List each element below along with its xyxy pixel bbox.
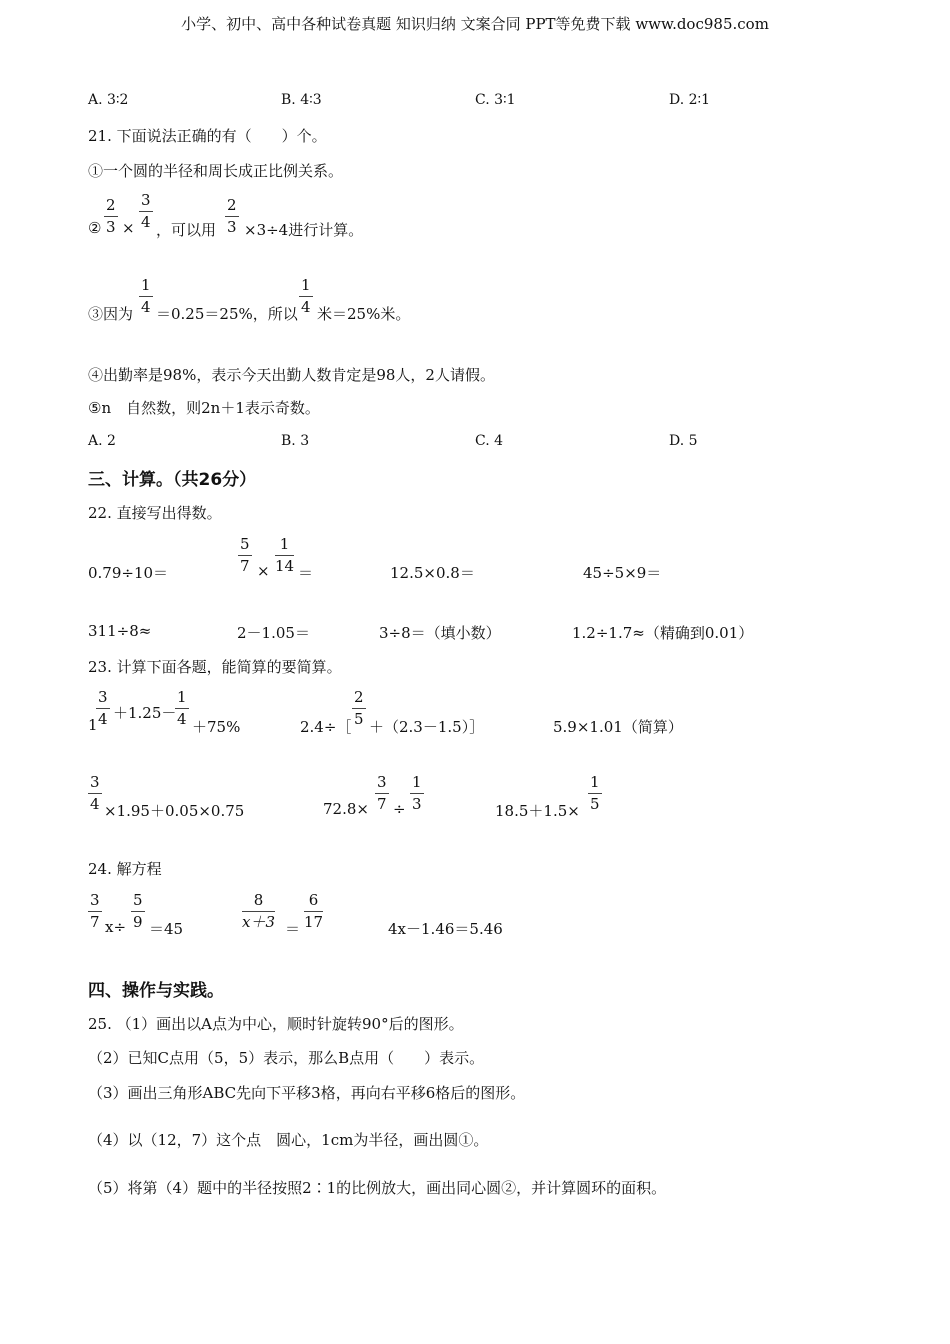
q23-e4-tail: ×1.95＋0.05×0.75: [104, 802, 245, 820]
q24-eq1-tail: ＝45: [149, 920, 184, 938]
q21-option-d: D. 5: [669, 433, 698, 449]
q23-e1-fraction-2: 1 4: [177, 688, 187, 728]
q24-eq1-x: x÷: [105, 918, 127, 936]
q23-stem: 23. 计算下面各题，能简算的要简算。: [88, 658, 342, 676]
q21-stem: 21. 下面说法正确的有（ ）个。: [88, 127, 327, 145]
q23-e2-tail: ＋（2.3－1.5）］: [369, 718, 485, 736]
q20-option-c: C. 3∶1: [475, 92, 516, 108]
q24-eq2-eq: ＝: [285, 920, 301, 938]
q21-option-c: C. 4: [475, 433, 504, 449]
q23-e5-div: ÷: [393, 800, 406, 818]
q22-r2c2: 2－1.05＝: [237, 624, 310, 642]
q21-s2-fraction-2: 3 4: [141, 191, 151, 231]
q23-e1-whole: 1: [88, 716, 98, 734]
q22-stem: 22. 直接写出得数。: [88, 504, 222, 522]
q23-e1-tail: ＋75%: [192, 718, 241, 736]
q23-e6-head: 18.5＋1.5×: [495, 802, 580, 820]
section-3-title: 三、计算。（共26分）: [88, 470, 257, 490]
q23-e4-fraction: 3 4: [90, 773, 100, 813]
q25-line-3: （3）画出三角形ABC先向下平移3格，再向右平移6格后的图形。: [88, 1084, 526, 1102]
q22-r1c2-eq: ＝: [298, 564, 314, 582]
q21-statement-1: ①一个圆的半径和周长成正比例关系。: [88, 162, 344, 180]
q24-eq2-fraction-1: 8 x＋3: [242, 891, 276, 931]
q21-s3-fraction-1: 1 4: [141, 276, 151, 316]
q23-e2-head: 2.4÷［: [300, 718, 352, 736]
q22-r2c3: 3÷8＝（填小数）: [379, 624, 501, 642]
q23-e6-fraction: 1 5: [590, 773, 600, 813]
q22-r1c1: 0.79÷10＝: [88, 564, 169, 582]
q21-s2-tail: ×3÷4进行计算。: [244, 221, 364, 239]
q21-statement-4: ④出勤率是98%，表示今天出勤人数肯定是98人，2人请假。: [88, 366, 495, 384]
q23-e5-fraction-1: 3 7: [377, 773, 387, 813]
q20-option-b: B. 4∶3: [281, 92, 322, 108]
q21-s3-tail: 米＝25%米。: [317, 305, 411, 323]
q21-s3-fraction-2: 1 4: [301, 276, 311, 316]
q23-e1-fraction-1: 3 4: [98, 688, 108, 728]
q24-eq2-fraction-2: 6 17: [304, 891, 324, 931]
q23-e2-fraction: 2 5: [354, 688, 364, 728]
q22-r1c2-times: ×: [257, 562, 270, 580]
q24-stem: 24. 解方程: [88, 860, 162, 878]
q22-r1c4: 45÷5×9＝: [583, 564, 662, 582]
q23-e5-head: 72.8×: [323, 800, 369, 818]
q25-line-2: （2）已知C点用（5，5）表示，那么B点用（ ）表示。: [88, 1049, 485, 1067]
q25-line-5: （5）将第（4）题中的半径按照2∶1的比例放大，画出同心圆②，并计算圆环的面积。: [88, 1179, 667, 1197]
q21-s2-fraction-3: 2 3: [227, 196, 237, 236]
q21-option-a: A. 2: [88, 433, 116, 449]
q22-r1c2-fraction-1: 5 7: [240, 535, 250, 575]
page-header: 小学、初中、高中各种试卷真题 知识归纳 文案合同 PPT等免费下载 www.doc985.com: [181, 15, 769, 33]
q20-option-d: D. 2∶1: [669, 92, 711, 108]
q21-s2-fraction-1: 2 3: [106, 196, 116, 236]
q22-r1c3: 12.5×0.8＝: [390, 564, 475, 582]
q25-line-1: 25. （1）画出以A点为中心，顺时针旋转90°后的图形。: [88, 1015, 464, 1033]
q25-line-4: （4）以（12，7）这个点 圆心，1cm为半径，画出圆①。: [88, 1131, 489, 1149]
q22-r1c2-fraction-2: 1 14: [275, 535, 295, 575]
q21-s3-prefix: ③因为: [88, 305, 134, 323]
section-4-title: 四、操作与实践。: [88, 981, 224, 1001]
q22-r2c4: 1.2÷1.7≈（精确到0.01）: [572, 624, 754, 642]
q22-r2c1: 311÷8≈: [88, 622, 152, 640]
q23-e5-fraction-2: 1 3: [412, 773, 422, 813]
q21-s2-prefix: ②: [88, 219, 102, 237]
q21-s2-times: ×: [122, 219, 135, 237]
q24-eq3: 4x－1.46＝5.46: [388, 920, 503, 938]
q24-eq1-fraction-1: 3 7: [90, 891, 100, 931]
q20-option-a: A. 3∶2: [88, 92, 129, 108]
q24-eq1-fraction-2: 5 9: [133, 891, 143, 931]
q21-s2-mid: ，可以用: [156, 221, 217, 239]
q23-e1-mid: ＋1.25－: [113, 704, 177, 722]
q21-statement-5: ⑤n 自然数，则2n＋1表示奇数。: [88, 399, 320, 417]
q21-option-b: B. 3: [281, 433, 310, 449]
q23-e3: 5.9×1.01（简算）: [553, 718, 683, 736]
q21-s3-mid: ＝0.25＝25%，所以: [156, 305, 298, 323]
